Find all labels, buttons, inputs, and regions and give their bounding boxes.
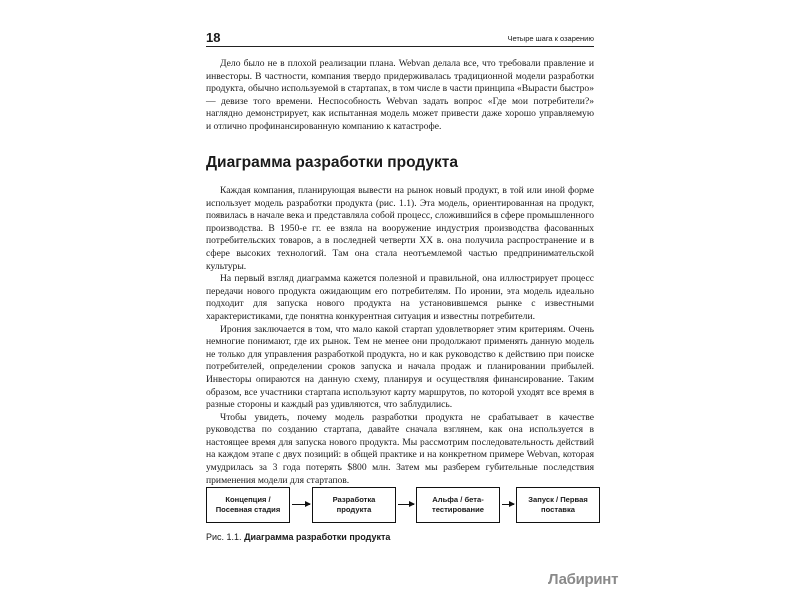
figure-caption	[206, 532, 390, 542]
paragraph: Каждая компания, планирующая вывести на рынок новый продукт, в той или иной форме использует модель разработки продукта (рис. 1.1). Эта модель, ориентированная на продукт, появилась в начале века и представляла собой процесс, сложившийся в сфере промышленного производства. В 1950-е гг. ее взяла на вооружение индустрия производства фасованных потребительских товаров, а в последней четверти XX в. она получила распространение и в сфере высоких технологий. Там она стала неотъемлемой частью предпринимательской культуры.	[206, 185, 594, 272]
stage-box-testing: Альфа / бета-тестирование	[416, 487, 500, 523]
running-header	[206, 32, 594, 47]
stage-box-development: Разработка продукта	[312, 487, 396, 523]
paragraph: Дело было не в плохой реализации плана. Webvan делала все, что требовали правление и инвесторы. В частности, компания твердо придерживалась традиционной модели разработки продукта, обычно используемой в стартапах, в том числе в части принципа «Вырасти быстро» — девизе того времени. Неспособность Webvan задать вопрос «Где мои потребители?» наглядно демонстрирует, как испытанная модель может привести даже хорошо управляемую и отлично профинансированную компанию к катастрофе.	[206, 58, 594, 132]
stage-box-launch: Запуск / Первая поставка	[516, 487, 600, 523]
stage-box-concept: Концепция / Посевная стадия	[206, 487, 290, 523]
paragraph: Чтобы увидеть, почему модель разработки продукта не срабатывает в качестве руководства по созданию стартапа, давайте сначала взглянем, как она используется в настоящее время для запуска нового продукта. Мы рассмотрим последовательность действий на каждом этапе с двух позиций: в общей практике и на конкретном примере Webvan, которая умудрилась за 3 года потерять $800 млн. Затем мы разберем губительные последствия применения модели для стартапов.	[206, 411, 594, 486]
page-number: 18	[206, 30, 221, 45]
section-body	[206, 185, 594, 487]
chapter-title: Четыре шага к озарению	[507, 34, 594, 43]
caption-title: Диаграмма разработки продукта	[244, 532, 391, 542]
product-development-diagram	[206, 487, 600, 525]
intro-text	[206, 58, 594, 134]
paragraph: На первый взгляд диаграмма кажется полезной и правильной, она иллюстрирует процесс передачи нового продукта ожидающим его потребителям. По иронии, эта модель идеально подходит для запуска нового продукта на установившемся рынке с известными характеристиками, где понятна конкурентная ситуация и известны потребители.	[206, 273, 594, 322]
caption-prefix: Рис. 1.1.	[206, 532, 242, 542]
arrow-right-icon	[502, 504, 514, 505]
paragraph: Ирония заключается в том, что мало какой стартап удовлетворяет этим критериям. Очень немногие понимают, где их рынок. Тем не менее они продолжают применять данную модель не только для управления разработкой продукта, но и как руководство к действию при поиске потребителей, определении сроков запуска и начала продаж и планировании прибылей. Инвесторы опираются на данную схему, планируя и осуществляя финансирование. Таким образом, все участники стартапа используют карту маршрутов, по которой уходят все время в разные стороны и каждый раз удивляются, что заблудились.	[206, 323, 594, 411]
arrow-right-icon	[398, 504, 414, 505]
labirint-watermark-logo: Лабиринт	[548, 571, 619, 588]
arrow-right-icon	[292, 504, 310, 505]
section-heading: Диаграмма разработки продукта	[206, 154, 459, 171]
